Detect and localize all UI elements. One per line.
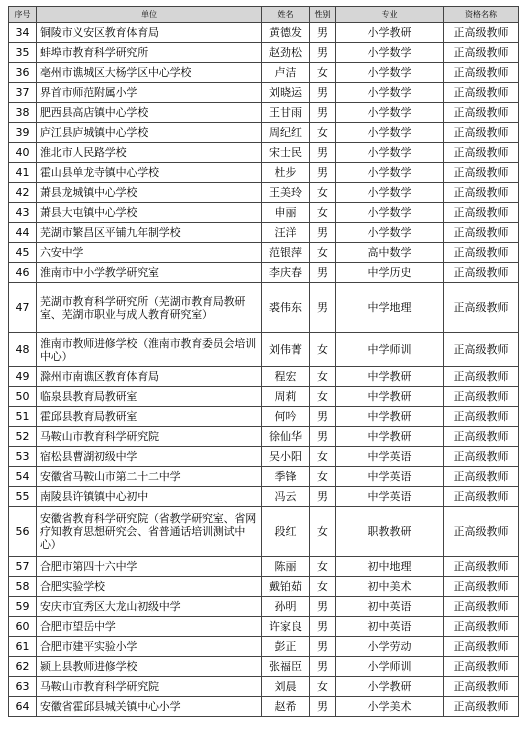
cell-title: 正高级教师: [444, 23, 519, 43]
cell-title: 正高级教师: [444, 263, 519, 283]
table-row: [9, 83, 519, 103]
cell-major: 中学英语: [336, 467, 444, 487]
cell-unit: 霍邱县教育局教研室: [37, 407, 262, 427]
cell-name: 范银萍: [262, 243, 310, 263]
cell-unit: 南陵县许镇镇中心初中: [37, 487, 262, 507]
cell-gender: 女: [310, 203, 336, 223]
cell-name: 陈丽: [262, 557, 310, 577]
cell-title: 正高级教师: [444, 597, 519, 617]
cell-major: 中学教研: [336, 427, 444, 447]
cell-no: 45: [9, 243, 37, 263]
table-row: [9, 407, 519, 427]
cell-gender: 男: [310, 487, 336, 507]
cell-unit: 淮南市中小学教学研究室: [37, 263, 262, 283]
cell-no: 38: [9, 103, 37, 123]
cell-name: 杜步: [262, 163, 310, 183]
header-major: 专业: [336, 7, 444, 23]
cell-title: 正高级教师: [444, 43, 519, 63]
table-row: [9, 447, 519, 467]
cell-no: 50: [9, 387, 37, 407]
cell-title: 正高级教师: [444, 507, 519, 557]
cell-major: 小学数学: [336, 63, 444, 83]
cell-name: 徐仙华: [262, 427, 310, 447]
cell-no: 34: [9, 23, 37, 43]
table-row: [9, 263, 519, 283]
cell-major: 小学数学: [336, 223, 444, 243]
cell-major: 初中英语: [336, 597, 444, 617]
cell-no: 63: [9, 677, 37, 697]
cell-major: 中学教研: [336, 407, 444, 427]
header-name: 姓名: [262, 7, 310, 23]
cell-unit: 亳州市谯城区大杨学区中心学校: [37, 63, 262, 83]
cell-gender: 男: [310, 83, 336, 103]
cell-no: 55: [9, 487, 37, 507]
table-row: [9, 577, 519, 597]
cell-name: 许家良: [262, 617, 310, 637]
cell-major: 小学教研: [336, 677, 444, 697]
table-row: [9, 223, 519, 243]
cell-unit: 安徽省霍邱县城关镇中心小学: [37, 697, 262, 717]
cell-title: 正高级教师: [444, 83, 519, 103]
table-row: [9, 203, 519, 223]
cell-no: 49: [9, 367, 37, 387]
cell-name: 黄德发: [262, 23, 310, 43]
cell-no: 56: [9, 507, 37, 557]
table-row: [9, 557, 519, 577]
cell-name: 李庆春: [262, 263, 310, 283]
cell-name: 程宏: [262, 367, 310, 387]
cell-unit: 安徽省教育科学研究院（省教学研究室、省网疗知教育思想研究会、省普通话培训测试中心）: [37, 507, 262, 557]
cell-gender: 男: [310, 43, 336, 63]
cell-gender: 女: [310, 557, 336, 577]
cell-title: 正高级教师: [444, 577, 519, 597]
cell-unit: 六安中学: [37, 243, 262, 263]
cell-no: 51: [9, 407, 37, 427]
cell-gender: 男: [310, 407, 336, 427]
table-row: [9, 597, 519, 617]
cell-title: 正高级教师: [444, 487, 519, 507]
cell-title: 正高级教师: [444, 103, 519, 123]
cell-unit: 颍上县教师进修学校: [37, 657, 262, 677]
cell-major: 小学数学: [336, 43, 444, 63]
cell-name: 刘伟菁: [262, 333, 310, 367]
cell-no: 35: [9, 43, 37, 63]
cell-title: 正高级教师: [444, 617, 519, 637]
cell-unit: 界首市师范附属小学: [37, 83, 262, 103]
table-body: [9, 23, 519, 717]
cell-unit: 宿松县曹湖初级中学: [37, 447, 262, 467]
table-row: [9, 367, 519, 387]
table-row: [9, 467, 519, 487]
cell-name: 周莉: [262, 387, 310, 407]
cell-title: 正高级教师: [444, 243, 519, 263]
cell-name: 冯云: [262, 487, 310, 507]
cell-unit: 芜湖市繁昌区平铺九年制学校: [37, 223, 262, 243]
table-row: [9, 23, 519, 43]
cell-no: 44: [9, 223, 37, 243]
cell-name: 季锋: [262, 467, 310, 487]
table-row: [9, 697, 519, 717]
cell-unit: 霍山县单龙寺镇中心学校: [37, 163, 262, 183]
cell-name: 刘晓运: [262, 83, 310, 103]
table-row: [9, 617, 519, 637]
cell-title: 正高级教师: [444, 427, 519, 447]
cell-name: 吴小阳: [262, 447, 310, 467]
cell-unit: 铜陵市义安区教育体育局: [37, 23, 262, 43]
table-row: [9, 637, 519, 657]
cell-no: 52: [9, 427, 37, 447]
cell-gender: 男: [310, 697, 336, 717]
cell-name: 张福臣: [262, 657, 310, 677]
cell-no: 41: [9, 163, 37, 183]
cell-major: 中学地理: [336, 283, 444, 333]
cell-unit: 马鞍山市教育科学研究院: [37, 677, 262, 697]
table-row: [9, 387, 519, 407]
cell-name: 汪洋: [262, 223, 310, 243]
cell-no: 40: [9, 143, 37, 163]
cell-name: 戴铂茹: [262, 577, 310, 597]
cell-gender: 女: [310, 447, 336, 467]
cell-name: 王美玲: [262, 183, 310, 203]
cell-unit: 安庆市宜秀区大龙山初级中学: [37, 597, 262, 617]
cell-major: 小学数学: [336, 103, 444, 123]
cell-major: 小学数学: [336, 143, 444, 163]
table-row: [9, 487, 519, 507]
header-title: 资格名称: [444, 7, 519, 23]
cell-title: 正高级教师: [444, 183, 519, 203]
teacher-qualification-table: [8, 6, 519, 717]
cell-gender: 女: [310, 333, 336, 367]
cell-gender: 女: [310, 367, 336, 387]
cell-unit: 萧县大屯镇中心学校: [37, 203, 262, 223]
cell-gender: 男: [310, 263, 336, 283]
cell-title: 正高级教师: [444, 677, 519, 697]
table-row: [9, 333, 519, 367]
cell-title: 正高级教师: [444, 447, 519, 467]
table-row: [9, 677, 519, 697]
cell-no: 42: [9, 183, 37, 203]
cell-gender: 男: [310, 597, 336, 617]
table-row: [9, 283, 519, 333]
cell-gender: 女: [310, 577, 336, 597]
cell-gender: 女: [310, 63, 336, 83]
cell-major: 小学师训: [336, 657, 444, 677]
cell-gender: 男: [310, 103, 336, 123]
cell-name: 裘伟东: [262, 283, 310, 333]
cell-gender: 男: [310, 427, 336, 447]
cell-no: 43: [9, 203, 37, 223]
cell-major: 小学数学: [336, 183, 444, 203]
cell-unit: 肥西县高店镇中心学校: [37, 103, 262, 123]
cell-name: 申丽: [262, 203, 310, 223]
cell-major: 高中数学: [336, 243, 444, 263]
cell-unit: 临泉县教育局教研室: [37, 387, 262, 407]
cell-name: 卢洁: [262, 63, 310, 83]
cell-name: 周纪红: [262, 123, 310, 143]
cell-major: 小学数学: [336, 203, 444, 223]
cell-name: 何吟: [262, 407, 310, 427]
cell-no: 47: [9, 283, 37, 333]
cell-gender: 女: [310, 467, 336, 487]
cell-gender: 男: [310, 637, 336, 657]
cell-title: 正高级教师: [444, 657, 519, 677]
cell-name: 刘晨: [262, 677, 310, 697]
cell-gender: 女: [310, 387, 336, 407]
cell-no: 64: [9, 697, 37, 717]
cell-name: 赵劲松: [262, 43, 310, 63]
table-row: [9, 143, 519, 163]
cell-gender: 女: [310, 243, 336, 263]
cell-name: 王甘雨: [262, 103, 310, 123]
cell-name: 赵希: [262, 697, 310, 717]
table-row: [9, 243, 519, 263]
cell-unit: 芜湖市教育科学研究所（芜湖市教育局教研室、芜湖市职业与成人教育研究室）: [37, 283, 262, 333]
cell-title: 正高级教师: [444, 203, 519, 223]
cell-major: 中学教研: [336, 387, 444, 407]
cell-no: 61: [9, 637, 37, 657]
cell-no: 54: [9, 467, 37, 487]
cell-no: 57: [9, 557, 37, 577]
cell-title: 正高级教师: [444, 223, 519, 243]
cell-gender: 女: [310, 677, 336, 697]
cell-no: 36: [9, 63, 37, 83]
cell-title: 正高级教师: [444, 697, 519, 717]
cell-unit: 滁州市南谯区教育体育局: [37, 367, 262, 387]
document-page: [8, 6, 518, 717]
cell-name: 宋士民: [262, 143, 310, 163]
cell-gender: 女: [310, 123, 336, 143]
cell-title: 正高级教师: [444, 63, 519, 83]
table-row: [9, 123, 519, 143]
cell-gender: 女: [310, 183, 336, 203]
cell-no: 37: [9, 83, 37, 103]
cell-gender: 女: [310, 507, 336, 557]
cell-gender: 男: [310, 143, 336, 163]
cell-major: 初中地理: [336, 557, 444, 577]
cell-gender: 男: [310, 163, 336, 183]
cell-gender: 男: [310, 617, 336, 637]
table-row: [9, 163, 519, 183]
table-row: [9, 183, 519, 203]
cell-title: 正高级教师: [444, 407, 519, 427]
cell-gender: 男: [310, 657, 336, 677]
cell-unit: 合肥实验学校: [37, 577, 262, 597]
cell-unit: 淮北市人民路学校: [37, 143, 262, 163]
cell-no: 60: [9, 617, 37, 637]
header-gender: 性别: [310, 7, 336, 23]
cell-title: 正高级教师: [444, 367, 519, 387]
cell-unit: 合肥市第四十六中学: [37, 557, 262, 577]
table-row: [9, 427, 519, 447]
cell-major: 小学数学: [336, 163, 444, 183]
cell-no: 53: [9, 447, 37, 467]
cell-gender: 男: [310, 23, 336, 43]
cell-title: 正高级教师: [444, 557, 519, 577]
cell-title: 正高级教师: [444, 143, 519, 163]
cell-title: 正高级教师: [444, 163, 519, 183]
cell-major: 中学师训: [336, 333, 444, 367]
cell-name: 孙明: [262, 597, 310, 617]
table-header-row: [9, 7, 519, 23]
cell-title: 正高级教师: [444, 467, 519, 487]
cell-major: 中学英语: [336, 447, 444, 467]
cell-title: 正高级教师: [444, 283, 519, 333]
cell-unit: 蚌埠市教育科学研究所: [37, 43, 262, 63]
cell-name: 段红: [262, 507, 310, 557]
cell-gender: 男: [310, 283, 336, 333]
cell-title: 正高级教师: [444, 123, 519, 143]
cell-major: 中学历史: [336, 263, 444, 283]
cell-gender: 男: [310, 223, 336, 243]
cell-major: 职教教研: [336, 507, 444, 557]
cell-major: 中学教研: [336, 367, 444, 387]
cell-no: 39: [9, 123, 37, 143]
cell-major: 小学数学: [336, 83, 444, 103]
cell-title: 正高级教师: [444, 333, 519, 367]
cell-major: 中学英语: [336, 487, 444, 507]
table-row: [9, 507, 519, 557]
header-unit: 单位: [37, 7, 262, 23]
cell-major: 初中美术: [336, 577, 444, 597]
cell-unit: 马鞍山市教育科学研究院: [37, 427, 262, 447]
cell-unit: 庐江县庐城镇中心学校: [37, 123, 262, 143]
cell-title: 正高级教师: [444, 387, 519, 407]
cell-name: 彭正: [262, 637, 310, 657]
cell-major: 小学教研: [336, 23, 444, 43]
cell-no: 58: [9, 577, 37, 597]
cell-no: 62: [9, 657, 37, 677]
cell-unit: 淮南市教师进修学校（淮南市教育委员会培训中心）: [37, 333, 262, 367]
cell-unit: 萧县龙城镇中心学校: [37, 183, 262, 203]
table-row: [9, 63, 519, 83]
table-row: [9, 43, 519, 63]
header-no: 序号: [9, 7, 37, 23]
table-row: [9, 103, 519, 123]
table-row: [9, 657, 519, 677]
cell-no: 48: [9, 333, 37, 367]
cell-major: 小学劳动: [336, 637, 444, 657]
cell-unit: 合肥市建平实验小学: [37, 637, 262, 657]
cell-no: 59: [9, 597, 37, 617]
cell-major: 小学美术: [336, 697, 444, 717]
cell-unit: 安徽省马鞍山市第二十二中学: [37, 467, 262, 487]
cell-major: 初中英语: [336, 617, 444, 637]
cell-title: 正高级教师: [444, 637, 519, 657]
cell-unit: 合肥市望岳中学: [37, 617, 262, 637]
cell-no: 46: [9, 263, 37, 283]
cell-major: 小学数学: [336, 123, 444, 143]
